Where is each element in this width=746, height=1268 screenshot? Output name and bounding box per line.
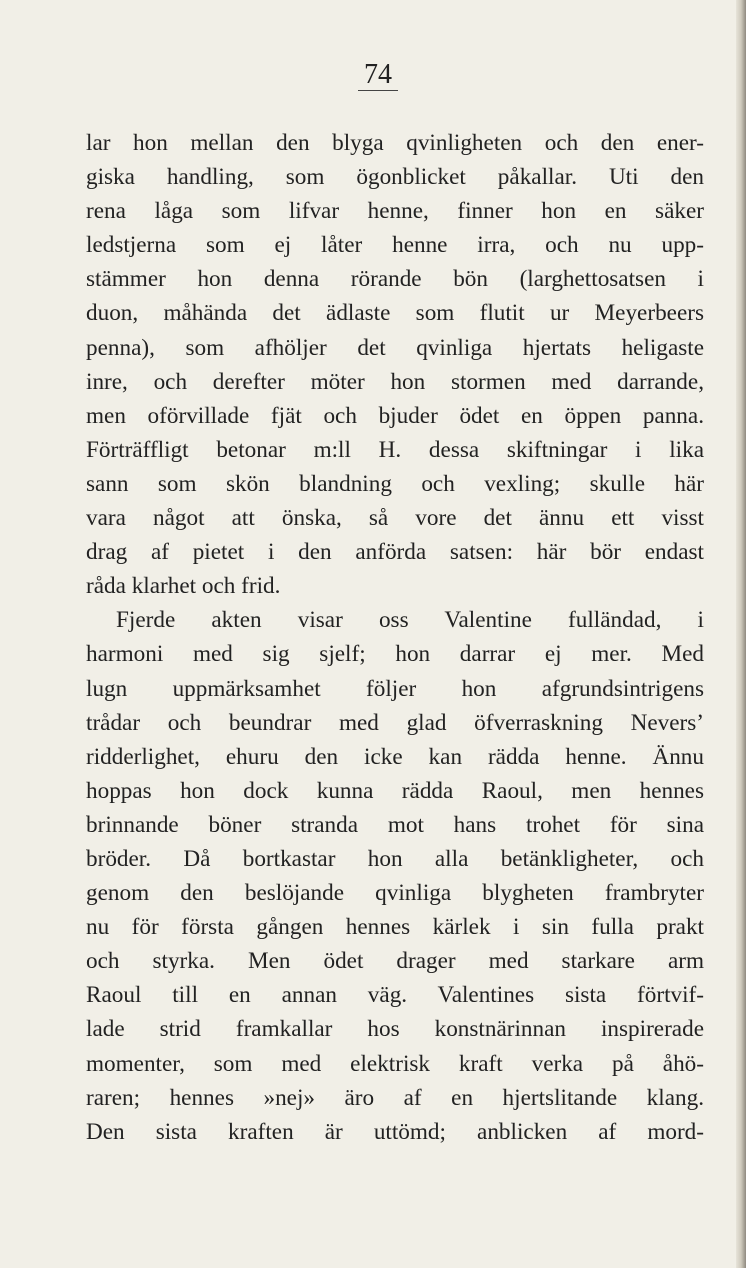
text-line: harmoni med sig sjelf; hon darrar ej mer. Med	[86, 641, 704, 668]
text-line: penna), som afhöljer det qvinliga hjertats heligaste	[86, 334, 704, 361]
text-line: stämmer hon denna rörande bön (larghettosatsen i	[86, 266, 704, 293]
text-line: giska handling, som ögonblicket påkallar. Uti den	[86, 164, 704, 191]
text-line: lugn uppmärksamhet följer hon afgrundsintrigens	[86, 675, 704, 702]
text-line: ledstjerna som ej låter henne irra, och nu upp-	[86, 232, 704, 259]
text-line: hoppas hon dock kunna rädda Raoul, men hennes	[86, 777, 704, 804]
text-line: Raoul till en annan väg. Valentines sista förtvif-	[86, 982, 704, 1009]
text-line: vara något att önska, så vore det ännu ett visst	[86, 505, 704, 532]
text-line: duon, måhända det ädlaste som flutit ur Meyerbeers	[86, 300, 704, 327]
text-line: men oförvillade fjät och bjuder ödet en öppen panna.	[86, 402, 704, 429]
text-line: och styrka. Men ödet drager med starkare arm	[86, 948, 704, 975]
page-number: 74	[358, 60, 398, 91]
paragraph-end-line: råda klarhet och frid.	[86, 573, 281, 600]
page-edge-shadow	[736, 0, 746, 1268]
text-line: rena låga som lifvar henne, finner hon en säker	[86, 198, 704, 225]
body-text	[86, 126, 704, 1149]
text-line: ridderlighet, ehuru den icke kan rädda henne. Ännu	[86, 743, 704, 770]
text-line: trådar och beundrar med glad öfverraskning Nevers’	[86, 709, 704, 736]
text-line: brinnande böner stranda mot hans trohet för sina	[86, 811, 704, 838]
text-line: sann som skön blandning och vexling; skulle här	[86, 470, 704, 497]
text-line: lade strid framkallar hos konstnärinnan inspirerade	[86, 1016, 704, 1043]
text-line: nu för första gången hennes kärlek i sin fulla prakt	[86, 914, 704, 941]
text-line: bröder. Då bortkastar hon alla betänkligheter, och	[86, 845, 704, 872]
text-line: genom den beslöjande qvinliga blygheten frambryter	[86, 880, 704, 907]
text-line: drag af pietet i den anförda satsen: här bör endast	[86, 539, 704, 566]
text-line: lar hon mellan den blyga qvinligheten och den ener-	[86, 130, 704, 156]
text-line: momenter, som med elektrisk kraft verka på åhö-	[86, 1050, 704, 1077]
text-line: inre, och derefter möter hon stormen med darrande,	[86, 368, 704, 395]
text-line: raren; hennes »nej» äro af en hjertslitande klang.	[86, 1084, 704, 1111]
text-line: Den sista kraften är uttömd; anblicken af mord-	[86, 1118, 704, 1145]
paragraph-start-line: Fjerde akten visar oss Valentine fulländad, i	[116, 607, 704, 634]
text-line: Förträffligt betonar m:ll H. dessa skiftningar i lika	[86, 436, 704, 463]
